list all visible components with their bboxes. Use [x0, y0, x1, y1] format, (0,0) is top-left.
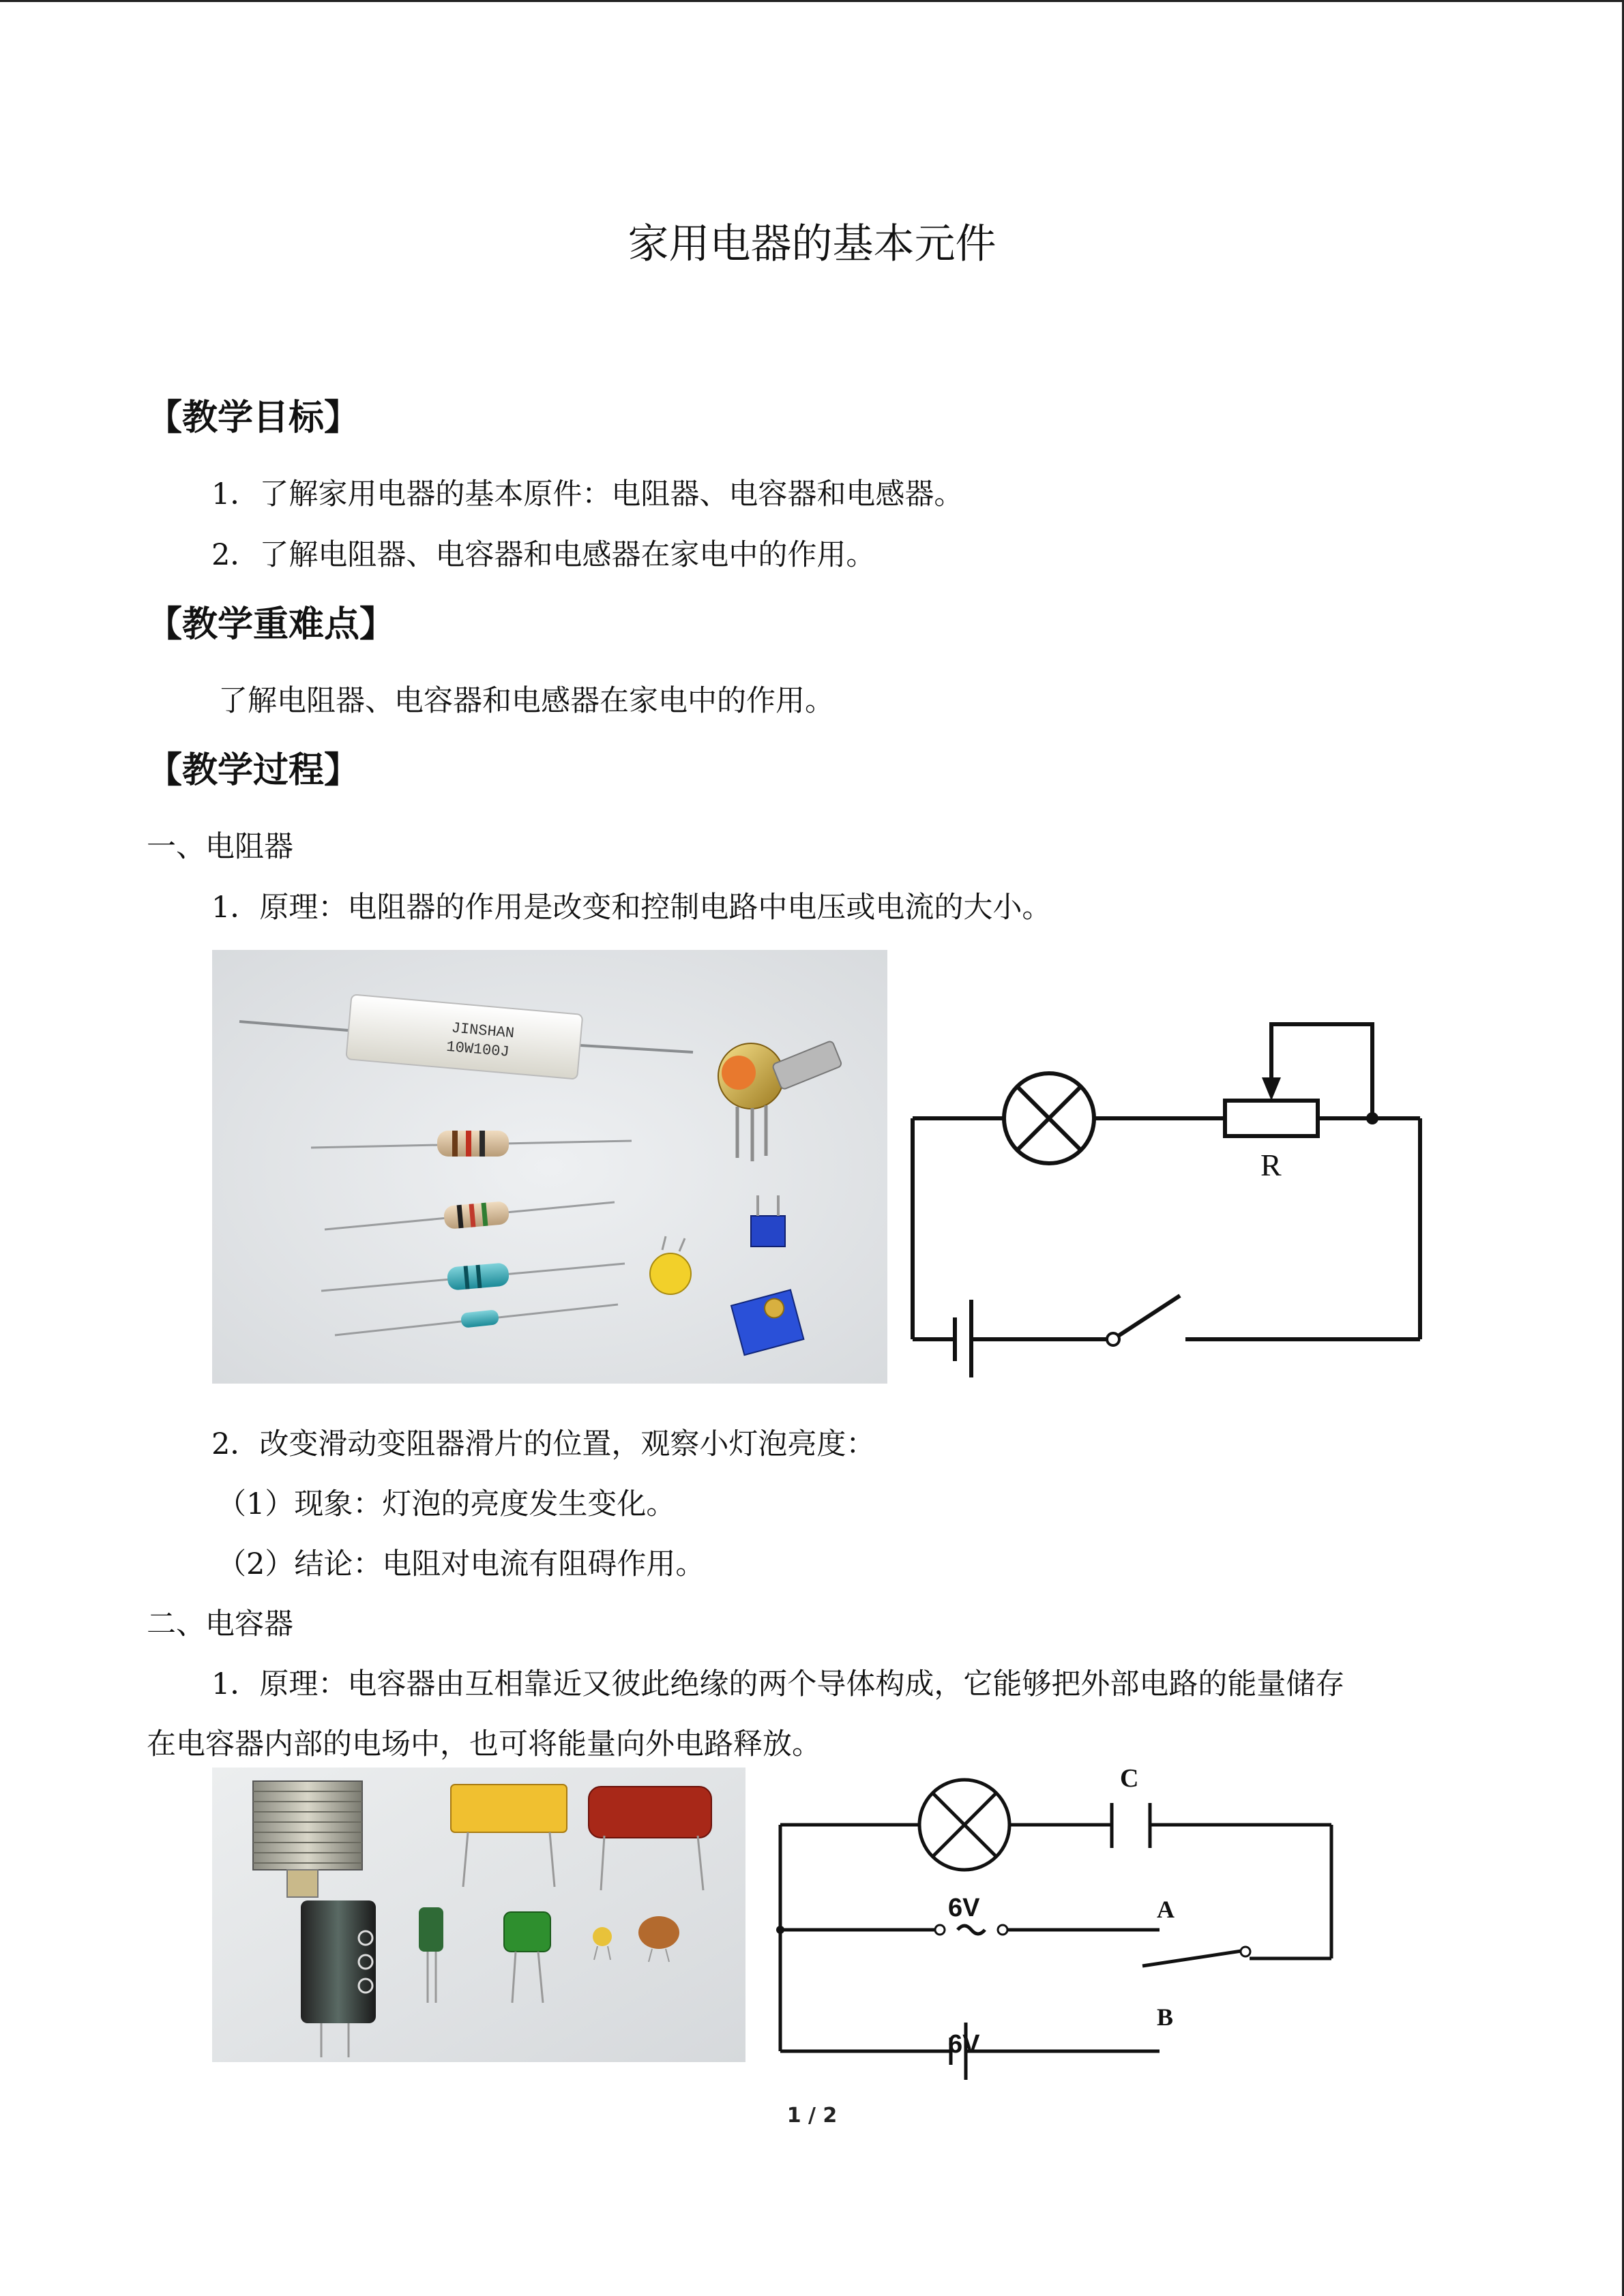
goal-1: 1．了解家用电器的基本原件：电阻器、电容器和电感器。 [211, 477, 964, 511]
capacitor-symbol-label: C [1120, 1764, 1139, 1793]
resistor-heading: 一、电阻器 [147, 830, 293, 864]
resistor-phenomenon: （1）现象：灯泡的亮度发生变化。 [217, 1487, 676, 1521]
resistor-symbol-label: R [1260, 1148, 1282, 1182]
goals-heading: 【教学目标】 [147, 398, 360, 438]
goal-2: 2．了解电阻器、电容器和电感器在家电中的作用。 [211, 538, 876, 572]
resistor-circuit-diagram [900, 1009, 1432, 1377]
resistor-label-brand: JINSHAN [450, 1019, 515, 1043]
page-title: 家用电器的基本元件 [628, 220, 996, 268]
resistors-photo [212, 950, 887, 1384]
terminal-a-label: A [1157, 1896, 1175, 1923]
resistor-principle: 1．原理：电阻器的作用是改变和控制电路中电压或电流的大小。 [211, 891, 1052, 925]
key-points-heading: 【教学重难点】 [147, 604, 396, 645]
ac-source-label: 6V [948, 1894, 980, 1922]
terminal-b-label: B [1157, 2003, 1174, 2031]
resistor-label-value: 10W100J [445, 1038, 510, 1061]
page-number: 1 / 2 [786, 2104, 838, 2128]
capacitor-principle-line-2: 在电容器内部的电场中，也可将能量向外电路释放。 [147, 1727, 821, 1761]
capacitor-circuit-diagram [764, 1759, 1357, 2080]
process-heading: 【教学过程】 [147, 750, 360, 791]
capacitors-photo [212, 1768, 745, 2062]
dc-source-label: 6V [948, 2030, 980, 2059]
resistor-step-2: 2．改变滑动变阻器滑片的位置，观察小灯泡亮度： [211, 1427, 876, 1461]
resistor-conclusion: （2）结论：电阻对电流有阻碍作用。 [217, 1547, 705, 1581]
key-points-text: 了解电阻器、电容器和电感器在家电中的作用。 [218, 684, 834, 718]
capacitor-heading: 二、电容器 [147, 1607, 293, 1641]
capacitor-principle-line-1: 1．原理：电容器由互相靠近又彼此绝缘的两个导体构成，它能够把外部电路的能量储存 [211, 1667, 1345, 1701]
page-border-top [0, 0, 1624, 2]
